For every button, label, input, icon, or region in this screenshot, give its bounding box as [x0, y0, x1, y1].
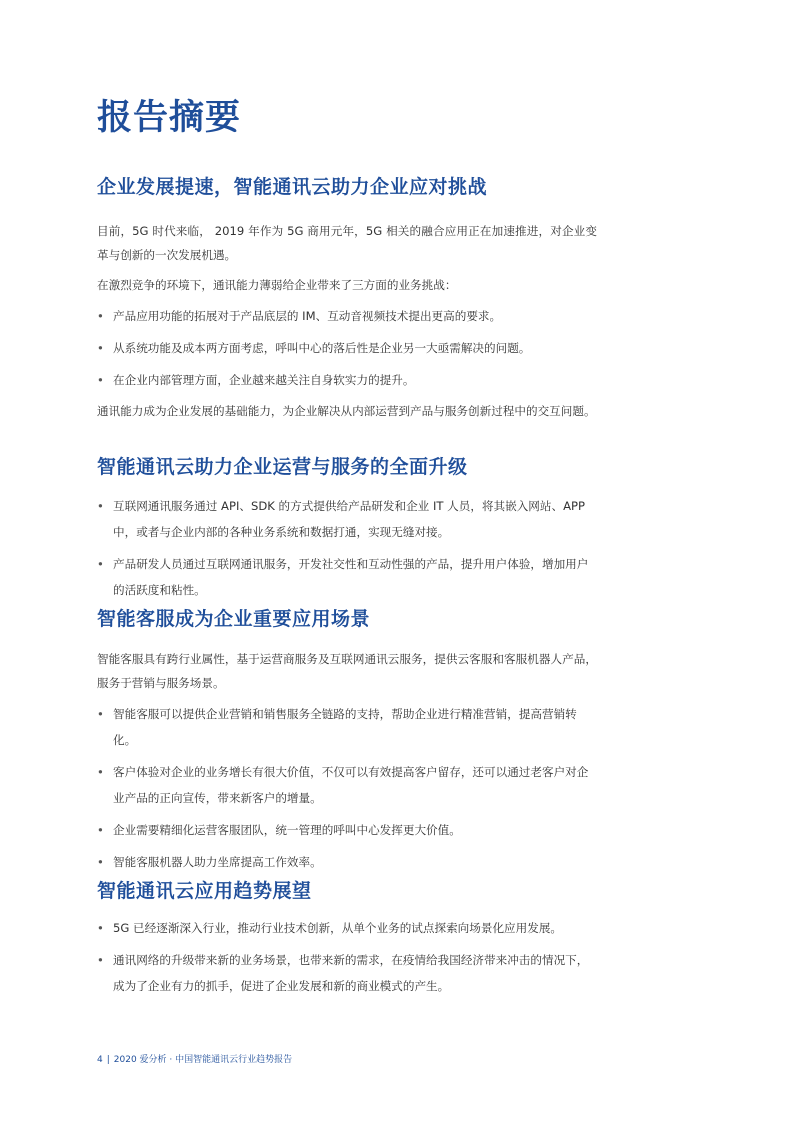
paragraph: 在激烈竞争的环境下，通讯能力薄弱给企业带来了三方面的业务挑战： [97, 278, 457, 292]
list-item: • 通讯网络的升级带来新的业务场景，也带来新的需求，在疫情给我国经济带来冲击的情况下，成为了企业有力的抓手，促进了企业发展和新的商业模式的产生。 [97, 947, 597, 999]
page-title: 报告摘要 [97, 98, 242, 138]
list-item: • 智能客服机器人助力坐席提高工作效率。 [97, 849, 597, 875]
section-upgrade [97, 452, 597, 603]
paragraph: 通讯能力成为企业发展的基础能力，为企业解决从内部运营到产品与服务创新过程中的交互问题。 [97, 404, 596, 418]
list-item: • 企业需要精细化运营客服团队，统一管理的呼叫中心发挥更大价值。 [97, 817, 597, 843]
section-heading: 智能通讯云助力企业运营与服务的全面升级 [97, 456, 468, 478]
list-item: • 客户体验对企业的业务增长有很大价值，不仅可以有效提高客户留存，还可以通过老客户对企业产品的正向宣传，带来新客户的增量。 [97, 759, 597, 811]
section-challenges [97, 172, 597, 423]
section-customer-service [97, 604, 597, 875]
footer-separator: | [106, 1055, 110, 1065]
list-item: • 产品应用功能的拓展对于产品底层的 IM、互动音视频技术提出更高的要求。 [97, 303, 597, 329]
list-item: • 产品研发人员通过互联网通讯服务，开发社交性和互动性强的产品，提升用户体验，增加用户的活跃度和粘性。 [97, 551, 597, 603]
list-item: • 从系统功能及成本两方面考虑，呼叫中心的落后性是企业另一大亟需解决的问题。 [97, 335, 597, 361]
paragraph: 目前，5G 时代来临， 2019 年作为 5G 商用元年，5G 相关的融合应用正在加速推进，对企业变革与创新的一次发展机遇。 [97, 224, 597, 262]
section-trends [97, 876, 597, 999]
list-item: • 5G 已经逐渐深入行业，推动行业技术创新，从单个业务的试点探索向场景化应用发展。 [97, 915, 597, 941]
list-item: • 互联网通讯服务通过 API、SDK 的方式提供给产品研发和企业 IT 人员，将其嵌入网站、APP 中，或者与企业内部的各种业务系统和数据打通，实现无缝对接。 [97, 493, 597, 545]
section-heading: 智能通讯云应用趋势展望 [97, 880, 312, 902]
page-footer [97, 1052, 292, 1065]
list-item: • 在企业内部管理方面，企业越来越关注自身软实力的提升。 [97, 367, 597, 393]
page-number: 4 [97, 1055, 103, 1065]
section-heading: 智能客服成为企业重要应用场景 [97, 608, 371, 630]
paragraph: 智能客服具有跨行业属性，基于运营商服务及互联网通讯云服务，提供云客服和客服机器人产品，服务于营销与服务场景。 [97, 652, 597, 690]
list-item: • 智能客服可以提供企业营销和销售服务全链路的支持，帮助企业进行精准营销，提高营销转化。 [97, 701, 597, 753]
section-heading: 企业发展提速，智能通讯云助力企业应对挑战 [97, 176, 488, 198]
footer-title: 2020 爱分析 · 中国智能通讯云行业趋势报告 [113, 1055, 293, 1065]
